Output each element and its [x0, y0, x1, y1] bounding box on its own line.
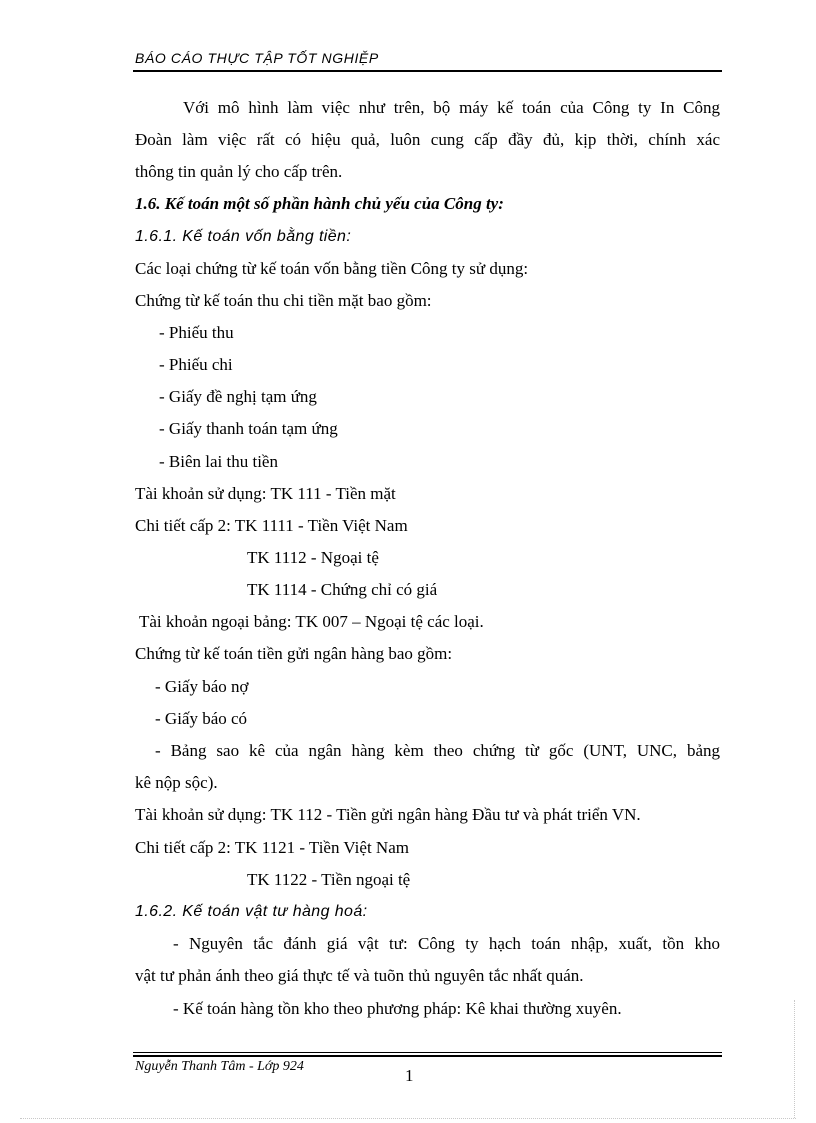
page-number: 1	[405, 1066, 414, 1085]
cash-doc-item: - Phiếu chi	[159, 355, 233, 374]
intro-line-3: thông tin quản lý cho cấp trên.	[135, 162, 343, 181]
cash-detail-level-2: Chi tiết cấp 2: TK 1111 - Tiền Việt Nam	[135, 516, 408, 535]
materials-principle-line-1: - Nguyên tắc đánh giá vật tư: Công ty hạch toán nhập, xuất, tồn kho	[173, 934, 720, 953]
cash-subaccount: TK 1114 - Chứng chỉ có giá	[247, 580, 438, 599]
bank-account: Tài khoản sử dụng: TK 112 - Tiền gửi ngân hàng Đầu tư và phát triển VN.	[135, 805, 641, 824]
intro-line-2: Đoàn làm việc rất có hiệu quả, luôn cung cấp đầy đủ, kịp thời, chính xác	[135, 130, 720, 149]
bank-doc-item: - Giấy báo có	[155, 709, 248, 728]
page-edge-guide	[794, 1000, 795, 1118]
bank-docs-heading: Chứng từ kế toán tiền gửi ngân hàng bao gồm:	[135, 644, 453, 663]
bank-detail-level-2: Chi tiết cấp 2: TK 1121 - Tiền Việt Nam	[135, 838, 409, 857]
footer-divider	[133, 1055, 722, 1057]
cash-docs-heading: Chứng từ kế toán thu chi tiền mặt bao gồm:	[135, 291, 432, 310]
cash-account: Tài khoản sử dụng: TK 111 - Tiền mặt	[135, 484, 396, 503]
bank-subaccount: TK 1122 - Tiền ngoại tệ	[247, 870, 411, 889]
header-divider	[133, 70, 722, 72]
page-edge-guide	[20, 1118, 796, 1119]
inventory-method: - Kế toán hàng tồn kho theo phương pháp: Kê khai thường xuyên.	[173, 999, 622, 1018]
intro-line-1: Với mô hình làm việc như trên, bộ máy kế toán của Công ty In Công	[183, 98, 720, 117]
materials-principle-line-2: vật tư phản ánh theo giá thực tế và tuõn thủ nguyên tắc nhất quán.	[135, 966, 584, 985]
header-title: BÁO CÁO THỰC TẬP TỐT NGHIỆP	[135, 50, 379, 66]
section-heading-1-6-1: 1.6.1. Kế toán vốn bằng tiền:	[135, 228, 352, 245]
bank-statement-line-1: - Bảng sao kê của ngân hàng kèm theo chứng từ gốc (UNT, UNC, bảng	[155, 741, 720, 760]
section-heading-1-6: 1.6. Kế toán một số phần hành chủ yếu của Công ty:	[135, 194, 504, 213]
footer-divider	[133, 1052, 722, 1053]
cash-docs-intro: Các loại chứng từ kế toán vốn bằng tiền Công ty sử dụng:	[135, 259, 529, 278]
cash-subaccount: TK 1112 - Ngoại tệ	[247, 548, 379, 567]
off-balance-account: Tài khoản ngoại bảng: TK 007 – Ngoại tệ các loại.	[139, 612, 484, 631]
cash-doc-item: - Giấy thanh toán tạm ứng	[159, 419, 338, 438]
cash-doc-item: - Biên lai thu tiền	[159, 452, 278, 471]
section-heading-1-6-2: 1.6.2. Kế toán vật tư hàng hoá:	[135, 903, 368, 920]
bank-doc-item: - Giấy báo nợ	[155, 677, 249, 696]
cash-doc-item: - Phiếu thu	[159, 323, 234, 342]
footer-author: Nguyễn Thanh Tâm - Lớp 924	[135, 1059, 304, 1074]
cash-doc-item: - Giấy đề nghị tạm ứng	[159, 387, 317, 406]
bank-statement-line-2: kê nộp sộc).	[135, 773, 218, 792]
